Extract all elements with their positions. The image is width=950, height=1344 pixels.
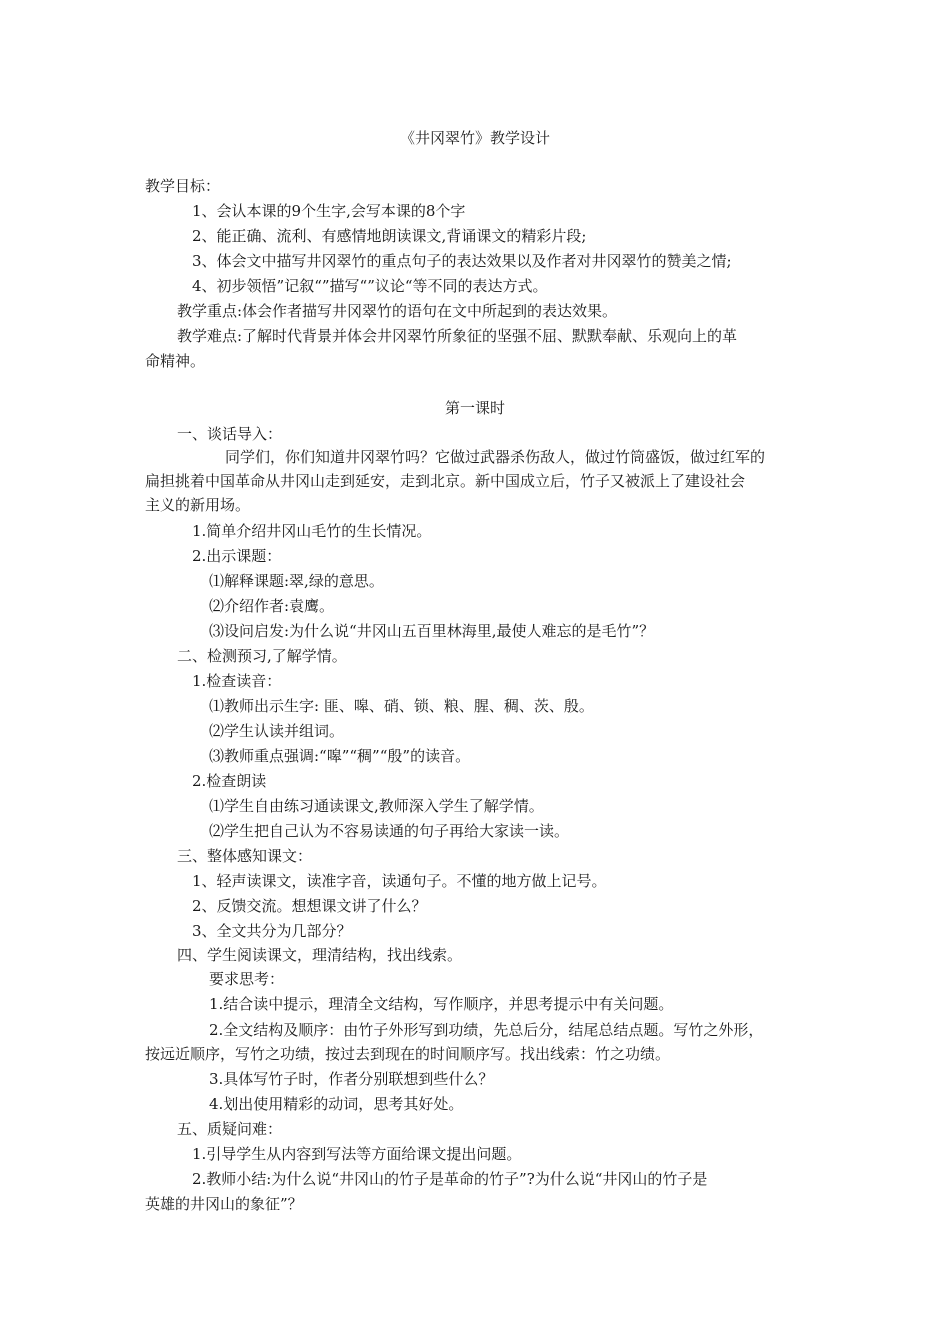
lesson-title: 第一课时 [444,399,505,417]
difficulty-line-1: 教学难点:了解时代背景并体会井冈翠竹所象征的坚强不屈、默默奉献、乐观向上的革 [177,327,738,345]
sub-item: ⑶教师重点强调:“嗥”“稠”“殷”的读音。 [209,747,471,765]
list-item: 2.检查朗读 [192,772,267,790]
list-item: 1.简单介绍井冈山毛竹的生长情况。 [192,522,432,540]
paragraph-line: 主义的新用场。 [145,496,251,514]
requirement-label: 要求思考： [209,970,285,988]
list-item: 1.引导学生从内容到写法等方面给课文提出问题。 [192,1145,522,1163]
list-item-continuation: 英雄的井冈山的象征”？ [145,1195,303,1213]
sub-item: ⑴教师出示生字: 匪、嗥、硝、锁、粮、腥、稠、茨、殷。 [209,697,594,715]
document-title: 《井冈翠竹》教学设计 [399,129,550,147]
list-item: 1、轻声读课文，读准字音，读通句子。不懂的地方做上记号。 [192,872,607,890]
list-item: 1.检查读音： [192,672,282,690]
paragraph-line: 同学们，你们知道井冈翠竹吗？它做过武器杀伤敌人，做过竹筒盛饭，做过红军的 [225,448,766,466]
paragraph-line: 扁担挑着中国革命从井冈山走到延安，走到北京。新中国成立后，竹子又被派上了建设社会 [145,472,746,490]
objective-item-2: 2、能正确、流利、有感情地朗读课文,背诵课文的精彩片段; [192,227,587,245]
list-item: 3、全文共分为几部分？ [192,922,352,940]
list-item: 2.教师小结:为什么说“井冈山的竹子是革命的竹子”?为什么说“井冈山的竹子是 [192,1170,708,1188]
difficulty-line-2: 命精神。 [145,352,206,370]
key-point: 教学重点:体会作者描写井冈翠竹的语句在文中所起到的表达效果。 [177,302,618,320]
section-heading-3: 三、整体感知课文： [177,847,313,865]
list-item: 2、反馈交流。想想课文讲了什么？ [192,897,427,915]
sub-item: ⑵学生把自己认为不容易读通的句子再给大家读一读。 [209,822,570,840]
sub-item: ⑴学生自由练习通读课文,教师深入学生了解学情。 [209,797,544,815]
list-item: 2.全文结构及顺序：由竹子外形写到功绩，先总后分，结尾总结点题。写竹之外形， [209,1021,764,1039]
list-item: 4.划出使用精彩的动词，思考其好处。 [209,1095,464,1113]
sub-item: ⑴解释课题:翠,绿的意思。 [209,572,384,590]
sub-item: ⑵介绍作者:袁鹰。 [209,597,335,615]
section-heading-1: 一、谈话导入： [177,425,283,443]
section-heading-5: 五、质疑问难： [177,1120,283,1138]
objectives-heading: 教学目标： [145,177,221,195]
list-item: 3.具体写竹子时，作者分别联想到些什么？ [209,1070,494,1088]
objective-item-4: 4、初步领悟”记叙“”描写“”议论“等不同的表达方式。 [192,277,548,295]
objective-item-1: 1、会认本课的9个生字,会写本课的8个字 [192,202,466,220]
sub-item: ⑶设问启发:为什么说“井冈山五百里林海里,最使人难忘的是毛竹”？ [209,622,655,640]
sub-item: ⑵学生认读并组词。 [209,722,345,740]
section-heading-4: 四、学生阅读课文，理清结构，找出线索。 [177,946,463,964]
section-heading-2: 二、检测预习,了解学情。 [177,647,347,665]
list-item: 2.出示课题： [192,547,282,565]
list-item-continuation: 按远近顺序，写竹之功绩，按过去到现在的时间顺序写。找出线索：竹之功绩。 [145,1045,671,1063]
objective-item-3: 3、体会文中描写井冈翠竹的重点句子的表达效果以及作者对井冈翠竹的赞美之情; [192,252,732,270]
list-item: 1.结合读中提示，理清全文结构，写作顺序，并思考提示中有关问题。 [209,995,674,1013]
